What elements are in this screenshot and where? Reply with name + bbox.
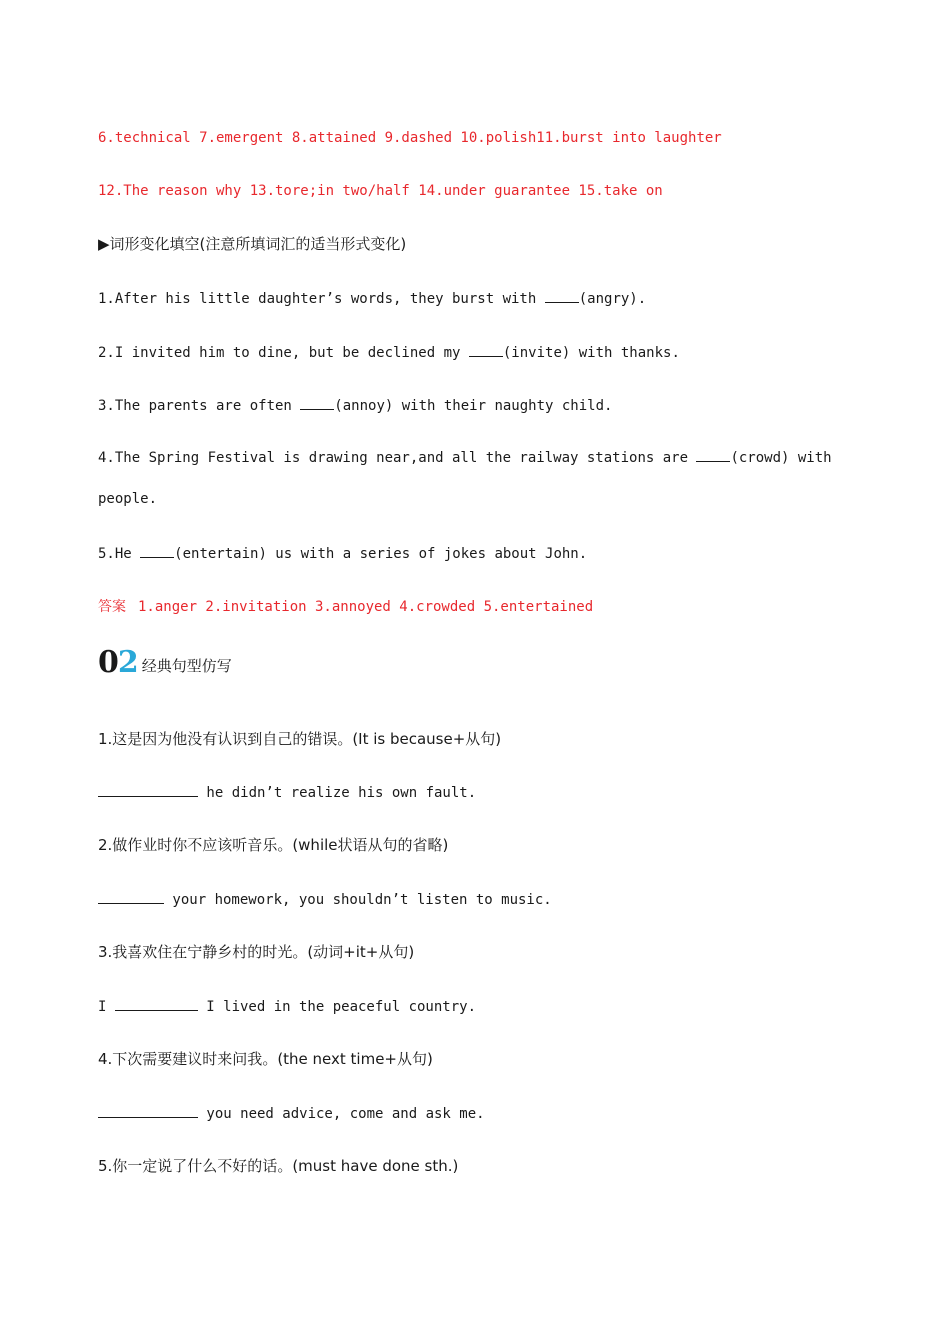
answer-blank[interactable] (696, 447, 730, 462)
sentence-prompt-2: 2.做作业时你不应该听音乐。(while状语从句的省略) (98, 836, 449, 854)
question-hint: (angry). (578, 291, 647, 307)
answer-text: 1.anger 2.invitation 3.annoyed 4.crowded 5.entertained (138, 599, 594, 615)
answer-line-6-11: 6.technical 7.emergent 8.attained 9.dashed 10.polish11.burst into laughter (98, 130, 722, 146)
sentence-text: I lived in the peaceful country. (197, 999, 477, 1015)
answer-line-12-15: 12.The reason why 13.tore;in two/half 14.under guarantee 15.take on (98, 183, 663, 199)
sentence-answer-1 (98, 782, 476, 803)
section-title: 经典句型仿写 (141, 657, 232, 675)
sentence-text: you need advice, come and ask me. (198, 1106, 485, 1122)
sentence-text: he didn’t realize his own fault. (198, 785, 477, 801)
sentence-answer-2 (98, 889, 552, 910)
word-form-question-5 (98, 543, 587, 564)
sentence-prompt-3: 3.我喜欢住在宁静乡村的时光。(动词+it+从句) (98, 943, 415, 961)
sentence-answer-3 (98, 996, 476, 1017)
word-form-question-4 (98, 438, 838, 520)
answer-blank[interactable] (98, 1103, 198, 1118)
section-02-header (98, 644, 232, 678)
answer-label: 答案 (98, 599, 126, 615)
answer-blank[interactable] (140, 543, 174, 558)
answer-blank[interactable] (98, 782, 198, 797)
answer-blank[interactable] (469, 342, 503, 357)
question-text: 4.The Spring Festival is drawing near,and all the railway stations are (98, 450, 697, 466)
question-text: 3.The parents are often (98, 398, 301, 414)
word-form-question-1 (98, 288, 646, 309)
sentence-answer-4 (98, 1103, 485, 1124)
answer-blank[interactable] (98, 889, 164, 904)
word-form-question-2 (98, 342, 680, 363)
question-hint: (invite) with thanks. (502, 345, 680, 361)
word-form-answers (98, 597, 593, 617)
section-number: 02 (98, 645, 138, 680)
sentence-text: I (98, 999, 115, 1015)
answer-blank[interactable] (300, 395, 334, 410)
sentence-text: your homework, you shouldn’t listen to music. (164, 892, 552, 908)
question-hint: (entertain) us with a series of jokes about John. (174, 546, 588, 562)
question-hint: (crowd) with people. (98, 450, 832, 507)
question-text: 2.I invited him to dine, but be declined my (98, 345, 469, 361)
answer-blank[interactable] (115, 996, 198, 1011)
sentence-prompt-1: 1.这是因为他没有认识到自己的错误。(It is because+从句) (98, 730, 502, 748)
question-text: 5.He (98, 546, 141, 562)
word-form-heading: ▶词形变化填空(注意所填词汇的适当形式变化) (98, 235, 407, 253)
answer-blank[interactable] (545, 288, 579, 303)
sentence-prompt-4: 4.下次需要建议时来问我。(the next time+从句) (98, 1050, 433, 1068)
word-form-question-3 (98, 395, 612, 416)
question-text: 1.After his little daughter’s words, they burst with (98, 291, 545, 307)
question-hint: (annoy) with their naughty child. (334, 398, 613, 414)
sentence-prompt-5: 5.你一定说了什么不好的话。(must have done sth.) (98, 1157, 459, 1175)
